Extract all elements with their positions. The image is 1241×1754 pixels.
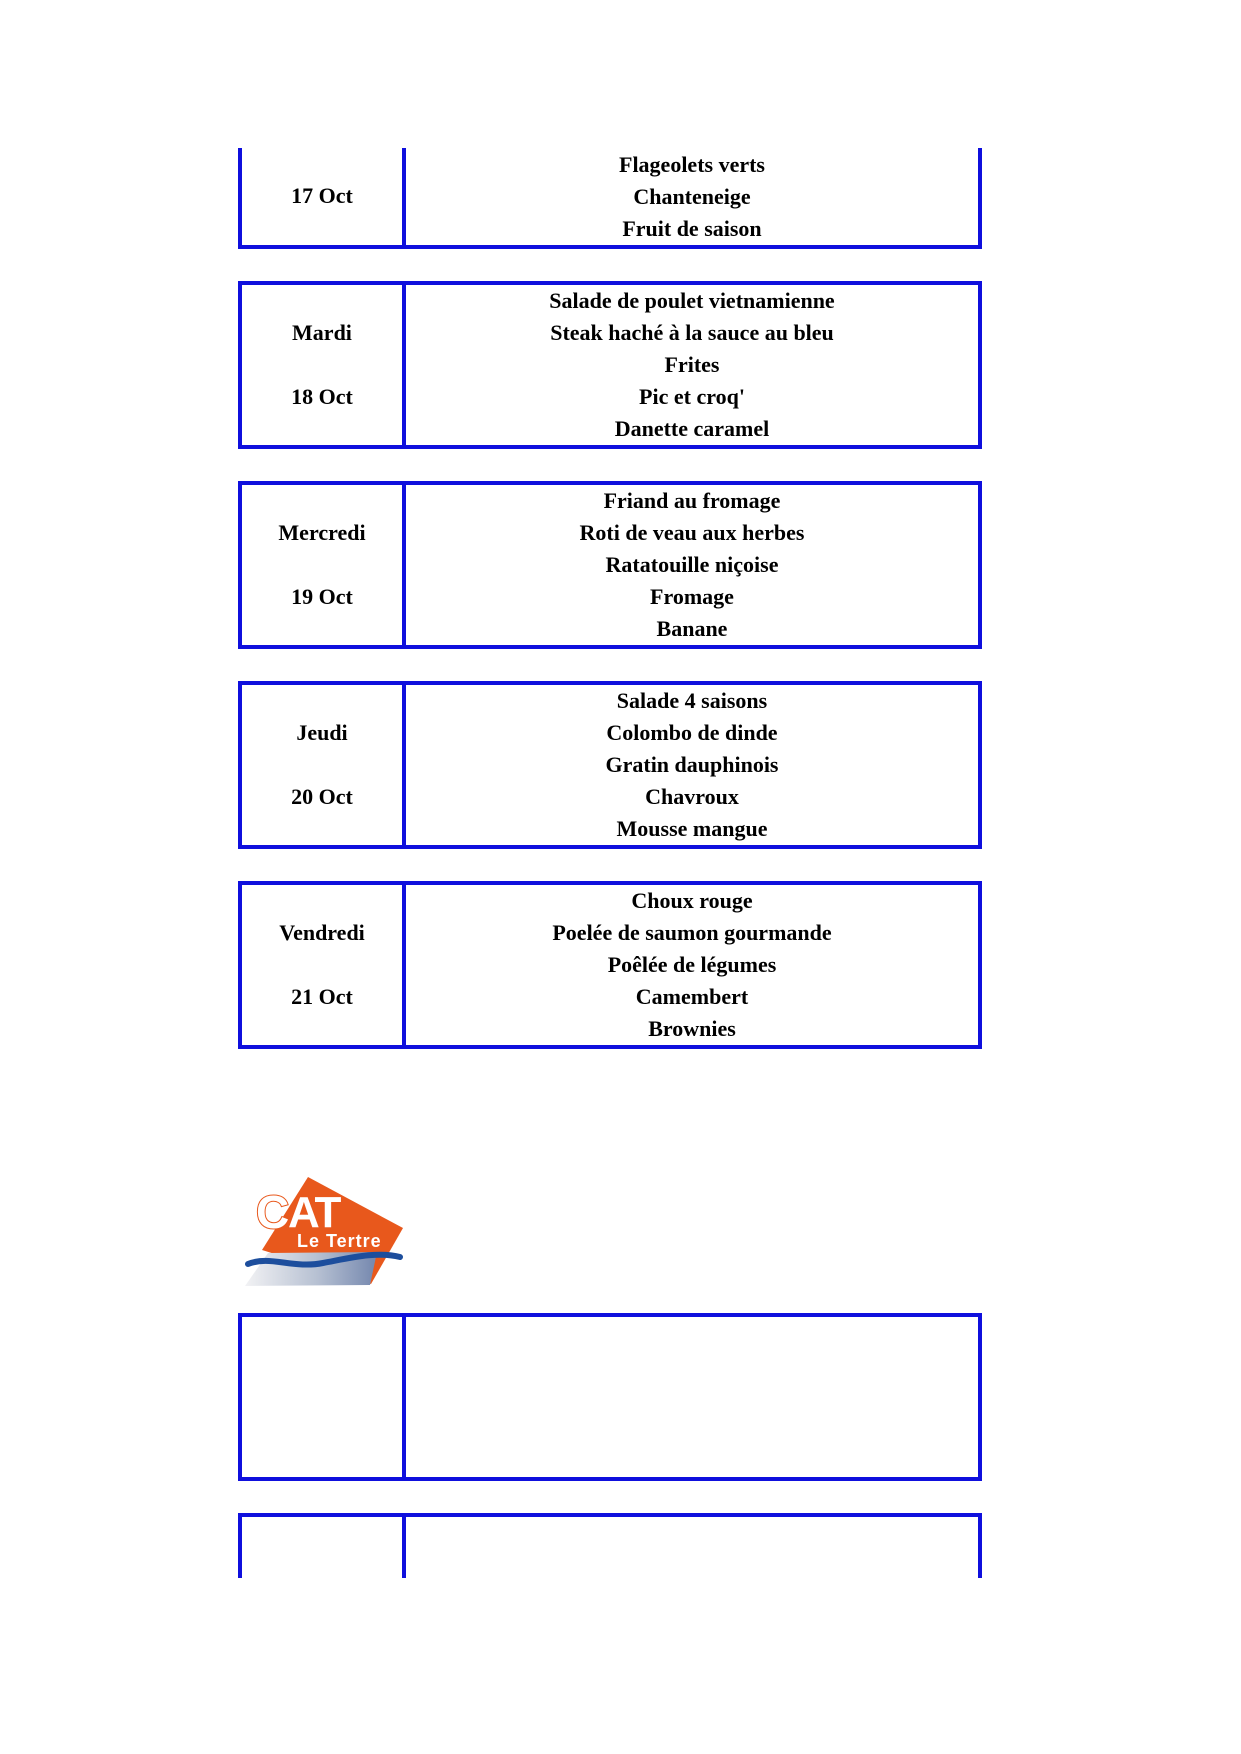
menu-item: Roti de veau aux herbes <box>579 520 805 545</box>
menu-item: Salade 4 saisons <box>616 688 768 713</box>
menu-item: Pic et croq' <box>639 384 745 409</box>
menu-items-cell <box>406 885 978 1045</box>
menu-table-18-oct <box>238 281 982 449</box>
day-cell <box>242 285 406 445</box>
day-label: Jeudi <box>296 720 348 745</box>
menu-items-cell <box>406 1517 978 1578</box>
logo-subtitle: Le Tertre <box>297 1231 382 1251</box>
date-label: 21 Oct <box>291 984 353 1009</box>
menu-item: Brownies <box>648 1016 736 1041</box>
menu-item: Gratin dauphinois <box>605 752 779 777</box>
menu-item: Fruit de saison <box>622 215 762 241</box>
menu-table-20-oct <box>238 681 982 849</box>
menu-item: Mousse mangue <box>616 816 768 841</box>
day-cell <box>242 1317 406 1477</box>
menu-item: Colombo de dinde <box>606 720 778 745</box>
empty-table-1 <box>238 1313 982 1481</box>
date-label: 19 Oct <box>291 584 353 609</box>
menu-item: Chanteneige <box>633 183 751 209</box>
day-label: Mercredi <box>278 520 366 545</box>
menu-table-17-oct <box>238 148 982 249</box>
date-label: 18 Oct <box>291 384 353 409</box>
menu-item: Steak haché à la sauce au bleu <box>550 320 834 345</box>
menu-item: Ratatouille niçoise <box>605 552 779 577</box>
menu-item: Chavroux <box>645 784 739 809</box>
menu-items-cell <box>406 485 978 645</box>
day-cell <box>242 148 406 245</box>
day-cell <box>242 685 406 845</box>
menu-item: Choux rouge <box>631 888 753 913</box>
menu-item: Danette caramel <box>614 416 770 441</box>
date-label: 17 Oct <box>291 183 353 208</box>
menu-item: Frites <box>664 352 720 377</box>
menu-items-cell <box>406 148 978 245</box>
day-cell <box>242 1517 406 1578</box>
day-label: Mardi <box>292 320 352 345</box>
menu-item: Banane <box>656 616 728 641</box>
menu-table-21-oct <box>238 881 982 1049</box>
menu-item: Fromage <box>650 584 734 609</box>
logo-letters-at: AT <box>288 1188 340 1237</box>
cat-le-tertre-logo <box>245 1172 403 1290</box>
day-cell <box>242 485 406 645</box>
empty-table-2 <box>238 1513 982 1578</box>
menu-item: Camembert <box>635 984 749 1009</box>
menu-table-19-oct <box>238 481 982 649</box>
date-label: 20 Oct <box>291 784 353 809</box>
menu-item: Poelée de saumon gourmande <box>552 920 832 945</box>
menu-items-cell <box>406 1317 978 1477</box>
menu-item: Flageolets verts <box>619 151 765 177</box>
menu-item: Salade de poulet vietnamienne <box>549 288 835 313</box>
day-label: Vendredi <box>279 920 365 945</box>
menu-items-cell <box>406 285 978 445</box>
menu-items-cell <box>406 685 978 845</box>
menu-item: Friand au fromage <box>603 488 781 513</box>
logo-letter-c: C <box>256 1186 290 1238</box>
day-cell <box>242 885 406 1045</box>
menu-item: Poêlée de légumes <box>607 952 777 977</box>
